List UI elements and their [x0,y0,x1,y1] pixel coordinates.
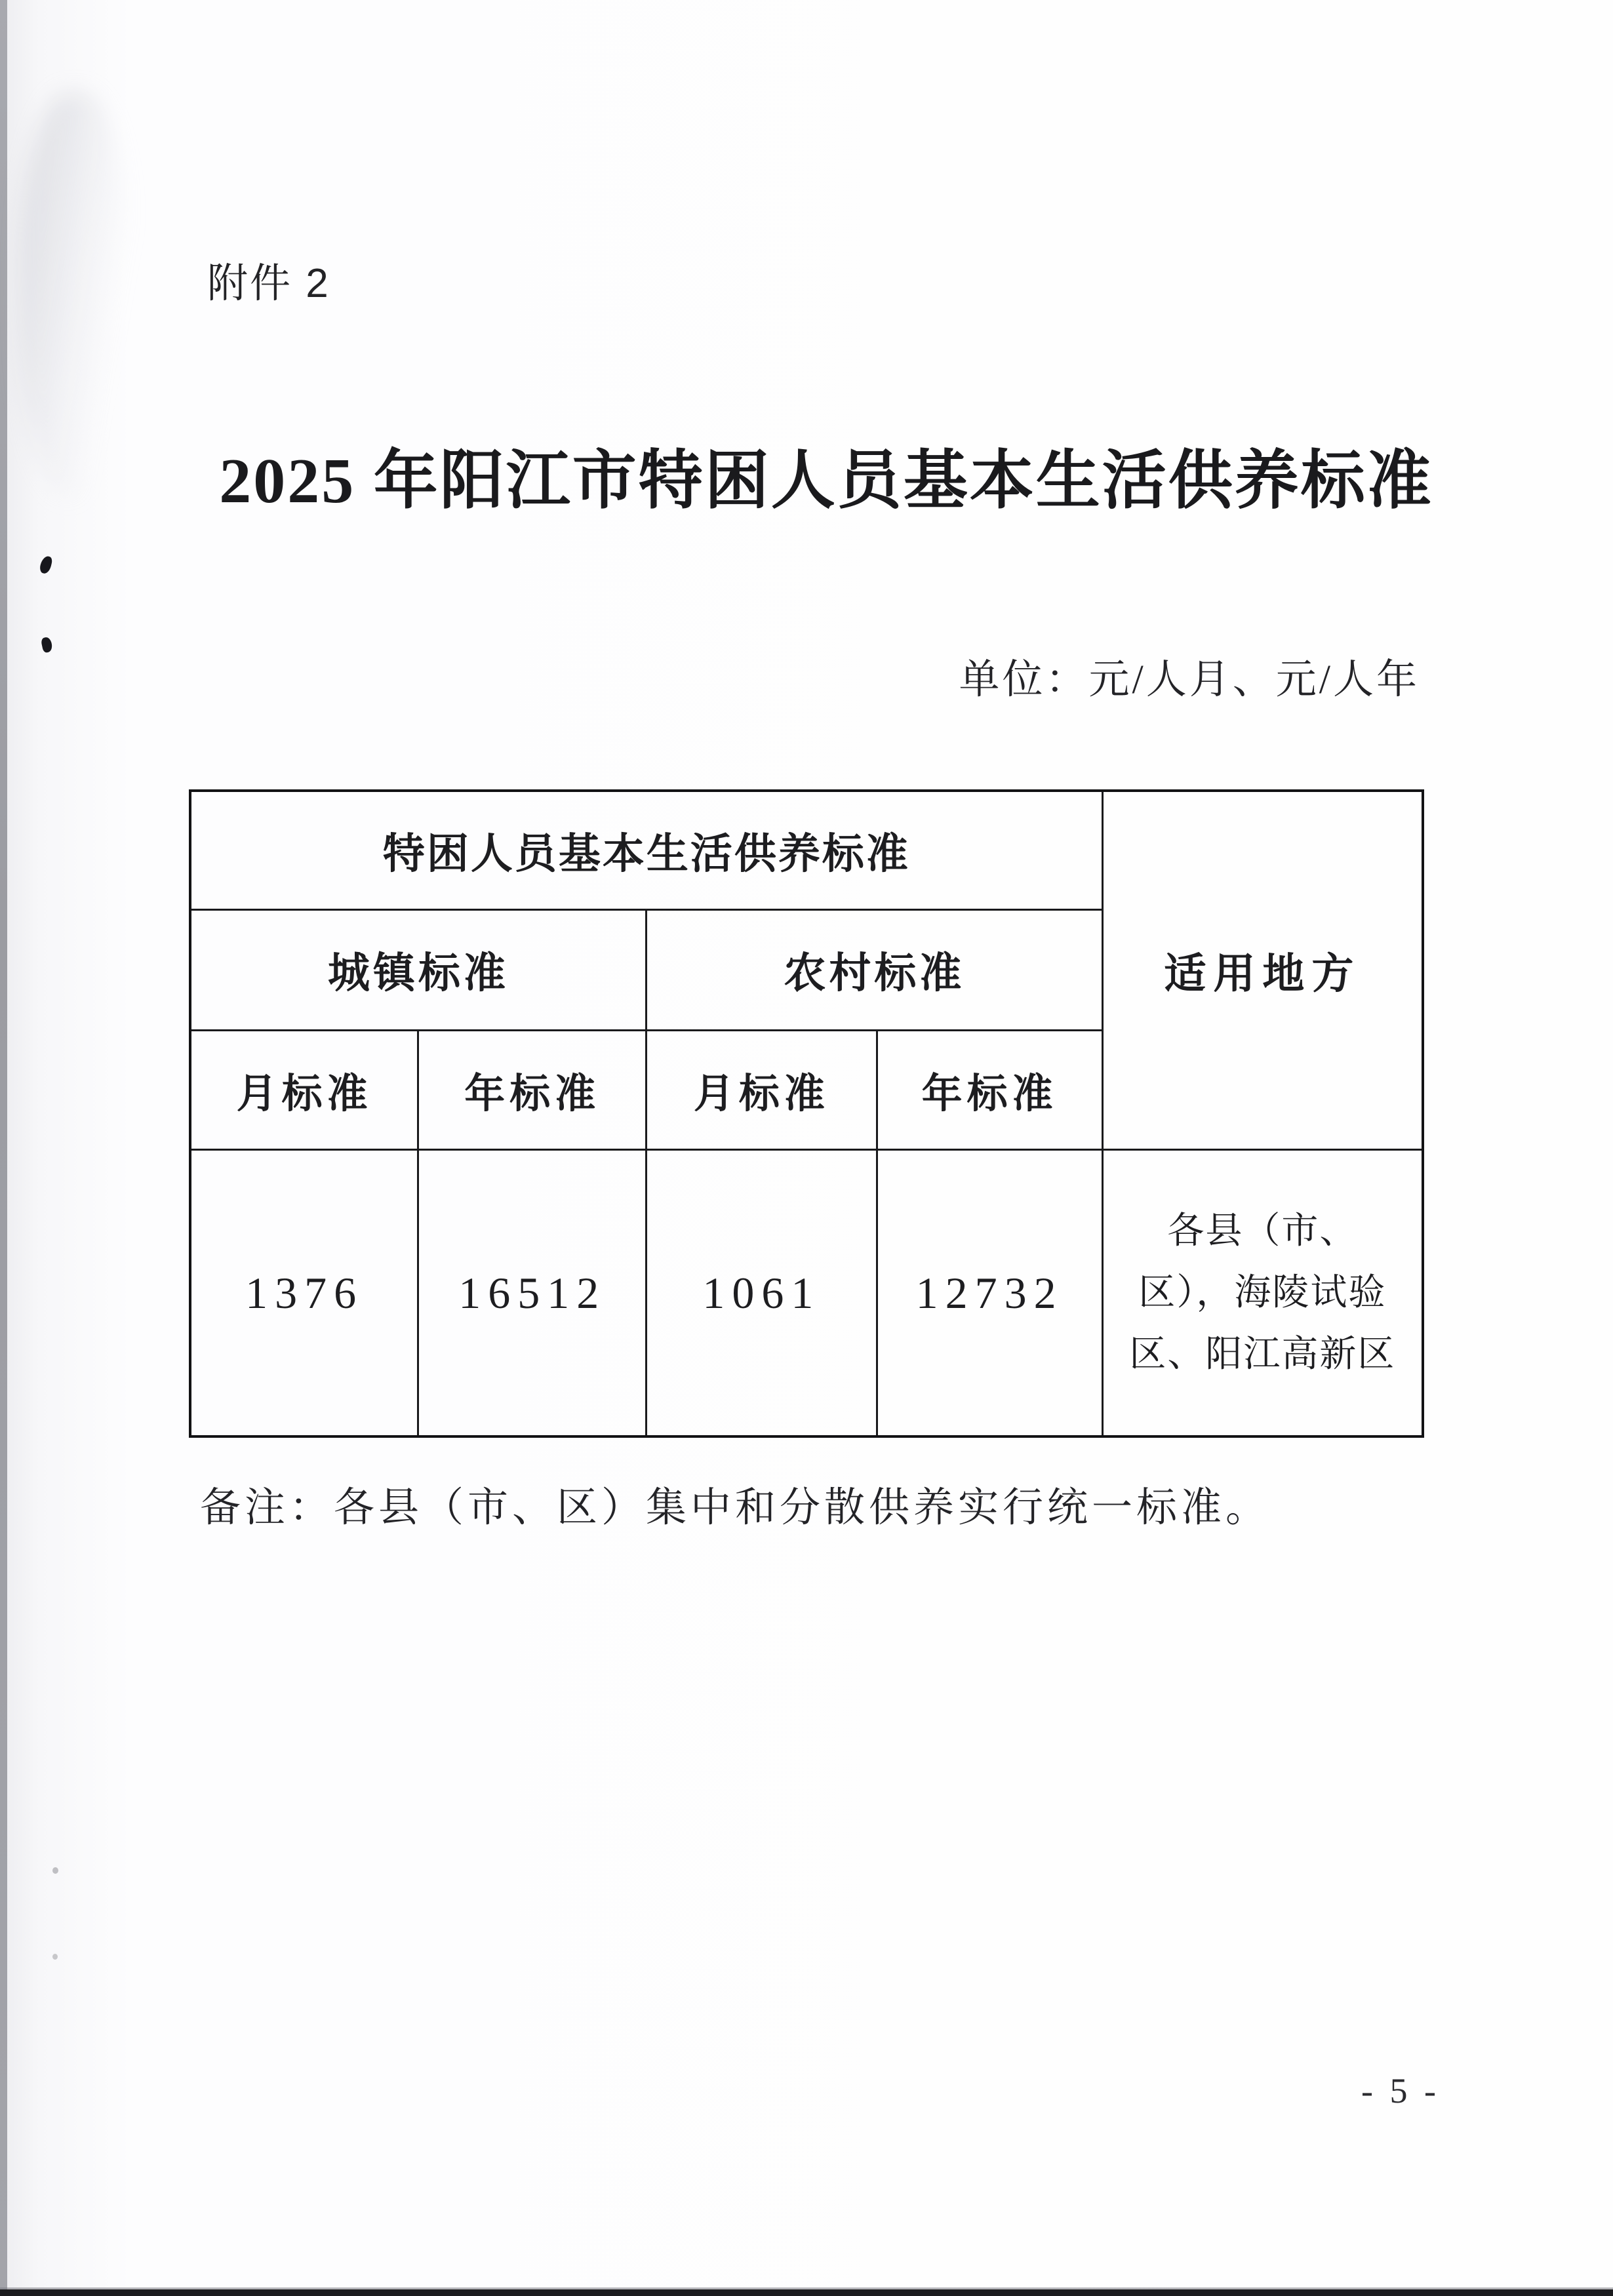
table-header-rural: 农村标准 [647,909,1103,1030]
note-line: 备注：各县（市、区）集中和分散供养实行统一标准。 [200,1486,1271,1530]
table-subheader-rural-month: 月标准 [647,1030,877,1149]
attachment-label: 附件 2 [207,261,330,306]
table-header-urban: 城镇标准 [190,909,647,1030]
table-row-header-main [190,791,1423,909]
value-rural-month: 1061 [647,1150,877,1436]
unit-line: 单位：元/人月、元/人年 [959,658,1420,702]
scan-left-edge [0,0,7,2296]
page-number: - 5 - [1361,2071,1440,2110]
value-applicable-region: 各县（市、区），海陵试验区、阳江高新区 [1102,1150,1423,1436]
value-urban-year: 16512 [418,1150,647,1436]
ink-mark [39,555,53,574]
table-header-region: 适用地方 [1102,791,1423,1150]
value-rural-year: 12732 [877,1150,1102,1436]
value-urban-month: 1376 [190,1150,418,1436]
ink-mark [52,1954,58,1960]
table-subheader-rural-year: 年标准 [877,1030,1102,1149]
ink-mark [52,1867,58,1874]
ink-mark [41,637,53,654]
standards-table [189,789,1424,1438]
table-row-values [190,1150,1423,1436]
table-subheader-urban-year: 年标准 [418,1030,647,1149]
scan-bottom-edge [0,2289,1613,2296]
page-title: 2025 年阳江市特困人员基本生活供养标准 [219,446,1433,517]
table-subheader-urban-month: 月标准 [190,1030,418,1149]
scan-shadow [20,92,131,498]
table-header-main: 特困人员基本生活供养标准 [190,791,1102,909]
